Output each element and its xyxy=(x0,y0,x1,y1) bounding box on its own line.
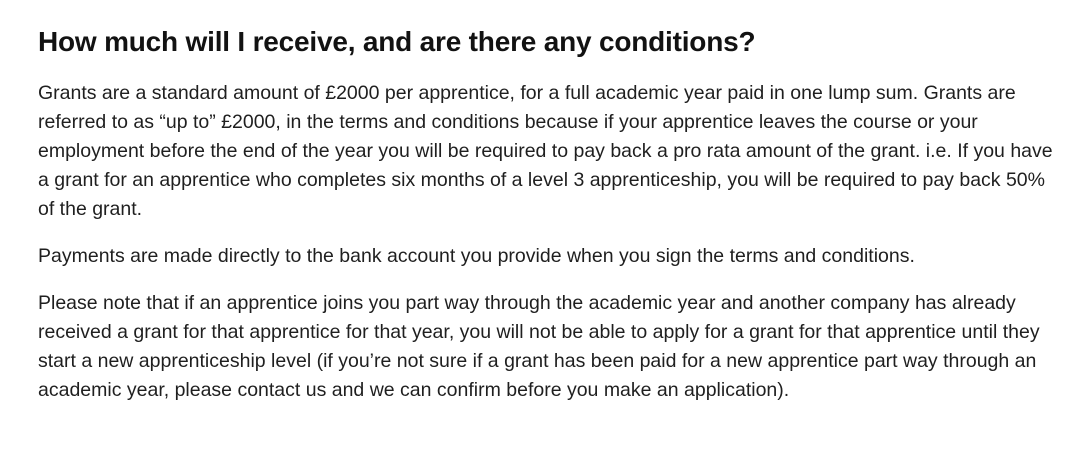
paragraph-payments: Payments are made directly to the bank account you provide when you sign the terms and conditions. xyxy=(38,245,915,268)
section-heading: How much will I receive, and are there any conditions? xyxy=(38,26,756,57)
faq-section xyxy=(38,26,1053,405)
paragraph-grant-amount: Grants are a standard amount of £2000 per apprentice, for a full academic year paid in one lump sum. Grants are referred to as “up to” £2000, in the terms and conditions because if your apprentice leaves the course or your employment before the end of the year you will be required to pay back a pro rata amount of the grant. i.e. If you have a grant for an apprentice who completes six months of a level 3 apprenticeship, you will be required to pay back 50% of the grant. xyxy=(38,82,1053,221)
paragraph-part-way-join: Please note that if an apprentice joins you part way through the academic year and another company has already received a grant for that apprentice for that year, you will not be able to apply for a grant for that apprentice until they start a new apprenticeship level (if you’re not sure if a grant has been paid for a new apprentice part way through an academic year, please contact us and we can confirm before you make an application). xyxy=(38,292,1040,402)
